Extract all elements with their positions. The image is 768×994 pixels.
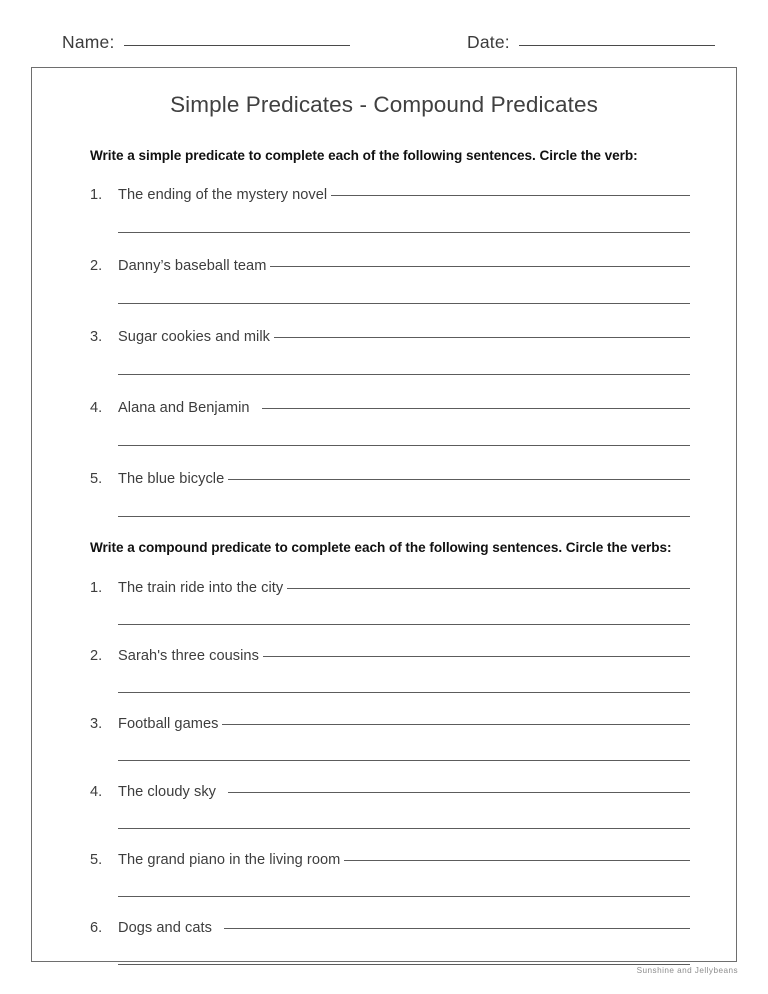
answer-write-line[interactable] <box>287 588 690 589</box>
answer-write-line-continuation[interactable] <box>118 896 690 897</box>
question-item <box>90 580 690 625</box>
section-1-instructions: Write a simple predicate to complete each of the following sentences. Circle the verb: <box>90 148 638 163</box>
question-item <box>90 920 690 965</box>
answer-write-line-continuation[interactable] <box>118 624 690 625</box>
answer-write-line[interactable] <box>222 724 690 725</box>
answer-write-line[interactable] <box>228 792 690 793</box>
answer-write-line[interactable] <box>274 337 690 338</box>
date-label: Date: <box>467 32 510 52</box>
question-item <box>90 716 690 761</box>
answer-write-line[interactable] <box>270 266 690 267</box>
answer-write-line-continuation[interactable] <box>118 964 690 965</box>
question-item <box>90 471 690 517</box>
question-line-primary <box>118 471 690 487</box>
answer-write-line[interactable] <box>331 195 690 196</box>
question-item <box>90 852 690 897</box>
question-number: 5. <box>90 471 103 488</box>
question-line-primary <box>118 920 690 936</box>
question-line-primary <box>118 400 690 416</box>
name-label: Name: <box>62 32 115 52</box>
question-number: 1. <box>90 579 103 596</box>
answer-write-line-continuation[interactable] <box>118 828 690 829</box>
answer-write-line-continuation[interactable] <box>118 303 690 304</box>
answer-write-line[interactable] <box>262 408 690 409</box>
question-number: 2. <box>90 258 103 275</box>
question-number: 1. <box>90 187 103 204</box>
answer-write-line-continuation[interactable] <box>118 692 690 693</box>
question-prompt-text: Dogs and cats <box>118 919 212 936</box>
answer-write-line-continuation[interactable] <box>118 760 690 761</box>
question-line-primary <box>118 852 690 868</box>
date-write-line[interactable] <box>519 45 715 46</box>
question-line-primary <box>118 648 690 664</box>
question-line-primary <box>118 329 690 345</box>
question-prompt-text: The ending of the mystery novel <box>118 187 328 204</box>
question-number: 2. <box>90 647 103 664</box>
question-prompt-text: The grand piano in the living room <box>118 851 341 868</box>
question-number: 6. <box>90 919 103 936</box>
question-prompt-text: The blue bicycle <box>118 471 225 488</box>
question-number: 4. <box>90 783 103 800</box>
question-prompt-text: Alana and Benjamin <box>118 400 250 417</box>
question-prompt-text: Football games <box>118 715 219 732</box>
name-field-group <box>62 32 350 53</box>
question-prompt-text: The train ride into the city <box>118 579 284 596</box>
section-2-instructions: Write a compound predicate to complete each of the following sentences. Circle the verbs: <box>90 540 672 556</box>
worksheet-border-box <box>31 67 737 962</box>
question-line-primary <box>118 258 690 274</box>
question-item <box>90 648 690 693</box>
question-item <box>90 187 690 233</box>
question-line-primary <box>118 187 690 203</box>
question-line-primary <box>118 580 690 596</box>
name-write-line[interactable] <box>124 45 350 46</box>
answer-write-line[interactable] <box>263 656 690 657</box>
answer-write-line-continuation[interactable] <box>118 445 690 446</box>
question-prompt-text: Sugar cookies and milk <box>118 329 270 346</box>
question-item <box>90 329 690 375</box>
footer-credit: Sunshine and Jellybeans <box>636 966 738 975</box>
question-prompt-text: Sarah's three cousins <box>118 647 259 664</box>
question-line-primary <box>118 716 690 732</box>
question-item <box>90 258 690 304</box>
header-fields <box>0 32 768 62</box>
answer-write-line[interactable] <box>344 860 690 861</box>
question-item <box>90 784 690 829</box>
answer-write-line-continuation[interactable] <box>118 516 690 517</box>
question-prompt-text: The cloudy sky <box>118 783 217 800</box>
date-field-group <box>467 32 715 53</box>
question-number: 5. <box>90 851 103 868</box>
question-prompt-text: Danny’s baseball team <box>118 258 267 275</box>
question-item <box>90 400 690 446</box>
worksheet-content <box>90 146 690 965</box>
section-1-question-list <box>90 187 690 517</box>
answer-write-line-continuation[interactable] <box>118 232 690 233</box>
section-2-question-list <box>90 580 690 965</box>
answer-write-line[interactable] <box>228 479 690 480</box>
question-number: 3. <box>90 329 103 346</box>
answer-write-line[interactable] <box>224 928 690 929</box>
question-number: 4. <box>90 400 103 417</box>
question-number: 3. <box>90 715 103 732</box>
question-line-primary <box>118 784 690 800</box>
answer-write-line-continuation[interactable] <box>118 374 690 375</box>
page-title: Simple Predicates - Compound Predicates <box>170 92 598 117</box>
